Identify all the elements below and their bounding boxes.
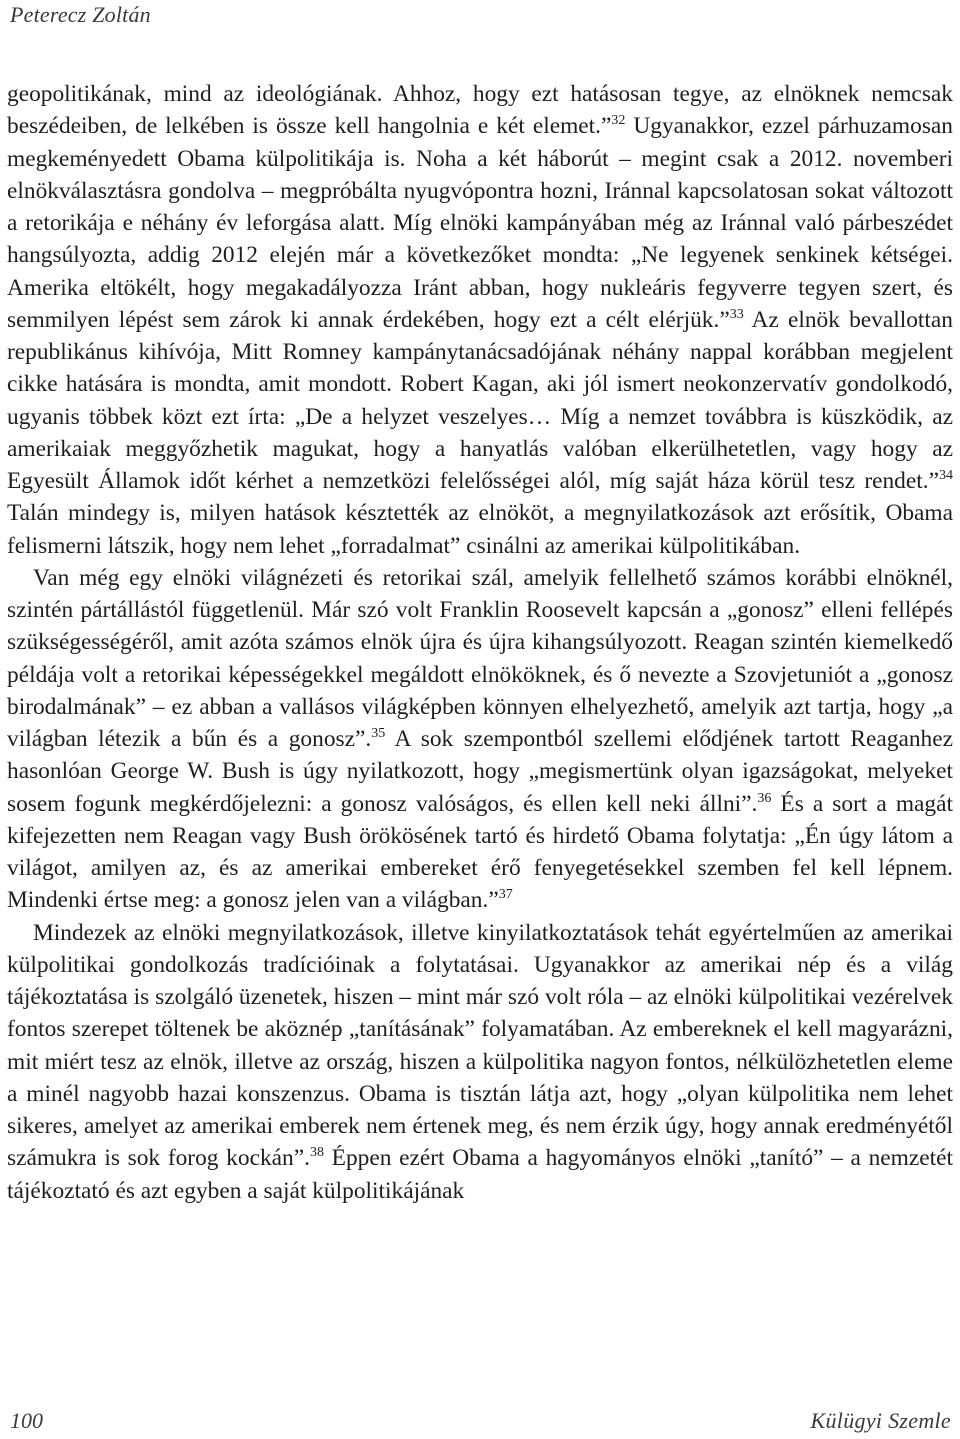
paragraph-2: [7, 562, 953, 917]
text-run: Mindezek az elnöki megnyilatkozások, illetve kinyilatkoztatások tehát egyértelműen az amerikai külpolitikai gondolkozás tradícióinak a folytatásai. Ugyanakkor az amerikai nép és a világ tájékoztatása is szolgáló üzenetek, hiszen – mint már szó volt róla – az elnöki külpolitikai vezérelvek fontos szerepet töltenek be aköznép „tanításának” folyamatában. Az embereknek el kell magyarázni, mit miért tesz az elnök, illetve az ország, hiszen a külpolitika nagyon fontos, nélkülözhetetlen eleme a minél nagyobb hazai konszenzus. Obama is tisztán látja azt, hogy „olyan külpolitika nem lehet sikeres, amelyet az amerikai emberek nem értenek meg, és nem érzik úgy, hogy annak eredményétől számukra is sok forog kockán”.: [7, 919, 953, 1172]
text-run: Talán mindegy is, milyen hatások késztették az elnököt, a megnyilatkozások azt erősítik, Obama felismerni látszik, hogy nem lehet „forradalmat” csinálni az amerikai külpolitikában.: [7, 500, 953, 559]
text-run: És a sort a magát kifejezetten nem Reagan vagy Bush örökösének tartó és hirdető Obama folytatja: „Én úgy látom a világot, amilyen az, és az amerikai embereket érő fenyegetésekkel szemben fel kell lépnem. Mindenki értse meg: a gonosz jelen van a világban.”: [7, 790, 953, 914]
footnote-marker: 37: [498, 887, 513, 903]
text-run: Éppen ezért Obama a hagyományos elnöki „tanító” – a nemzetét tájékoztató és azt egyben a saját külpolitikájának: [7, 1145, 953, 1204]
running-header-author: Peterecz Zoltán: [10, 2, 151, 27]
journal-name: Külügyi Szemle: [810, 1408, 951, 1433]
footnote-marker: 38: [309, 1145, 324, 1161]
text-run: Az elnök bevallottan republikánus kihívója, Mitt Romney kampánytanácsadójának néhány nappal korábban megjelent cikke hatására is mondta, amit mondott. Robert Kagan, aki jól ismert neokonzervatív gondolkodó, ugyanis többek közt ezt írta: „De a helyzet veszelyes… Míg a nemzet továbbra is küszködik, az amerikaiak meggyőzhetik magukat, hogy a hanyatlás valóban elkerülhetetlen, vagy hogy az Egyesült Államok időt kérhet a nemzetközi felelősségei alól, míg saját háza körül tesz rendet.”: [7, 306, 953, 494]
article-body: [7, 78, 953, 1368]
text-run: Van még egy elnöki világnézeti és retorikai szál, amelyik fellelhető számos korábbi elnöknél, szintén pártállástól függetlenül. Már szó volt Franklin Roosevelt kapcsán a „gonosz” elleni fellépés szükségességéről, amit azóta számos elnök újra és újra kihangsúlyozott. Reagan szintén kiemelkedő példája volt a retorikai képességekkel megáldott elnököknek, és ő nevezte a Szovjetuniót a „gonosz birodalmának” – ez abban a vallásos világképben könnyen elhelyezhető, amelyik azt tartja, hogy „a világban létezik a bűn és a gonosz”.: [7, 564, 953, 752]
paragraph-1: [7, 78, 953, 562]
paragraph-3: [7, 917, 953, 1207]
footnote-marker: 32: [611, 113, 626, 129]
footnote-marker: 33: [729, 306, 744, 322]
text-run: Ugyanakkor, ezzel párhuzamosan megkeményedett Obama külpolitikája is. Noha a két háborút – megint csak a 2012. novemberi elnökválasztásra gondolva – megpróbálta nyugvópontra hozni, Iránnal kapcsolatosan sokat változott a retorikája e néhány év leforgása alatt. Míg elnöki kampányában még az Iránnal való párbeszédet hangsúlyozta, addig 2012 elején már a következőket mondta: „Ne legyenek senkinek kétségei. Amerika eltökélt, hogy megakadályozza Iránt abban, hogy nukleáris fegyverre tegyen szert, és semmilyen lépést sem zárok ki annak érdekében, hogy ezt a célt elérjük.”: [7, 113, 953, 333]
page-number: 100: [10, 1408, 43, 1433]
footnote-marker: 35: [371, 726, 386, 742]
text-run: geopolitikának, mind az ideológiának. Ahhoz, hogy ezt hatásosan tegye, az elnöknek nemcsak beszédeiben, de lelkében is össze kell hangolnia e két elemet.”: [7, 81, 953, 140]
footnote-marker: 34: [939, 468, 953, 484]
footnote-marker: 36: [757, 790, 772, 806]
text-run: A sok szempontból szellemi elődjének tartott Reaganhez hasonlóan George W. Bush is úgy nyilatkozott, hogy „megismertünk olyan igazságokat, melyeket sosem fogunk megkérdőjelezni: a gonosz valóságos, és ellen kell neki állni”.: [7, 726, 953, 817]
